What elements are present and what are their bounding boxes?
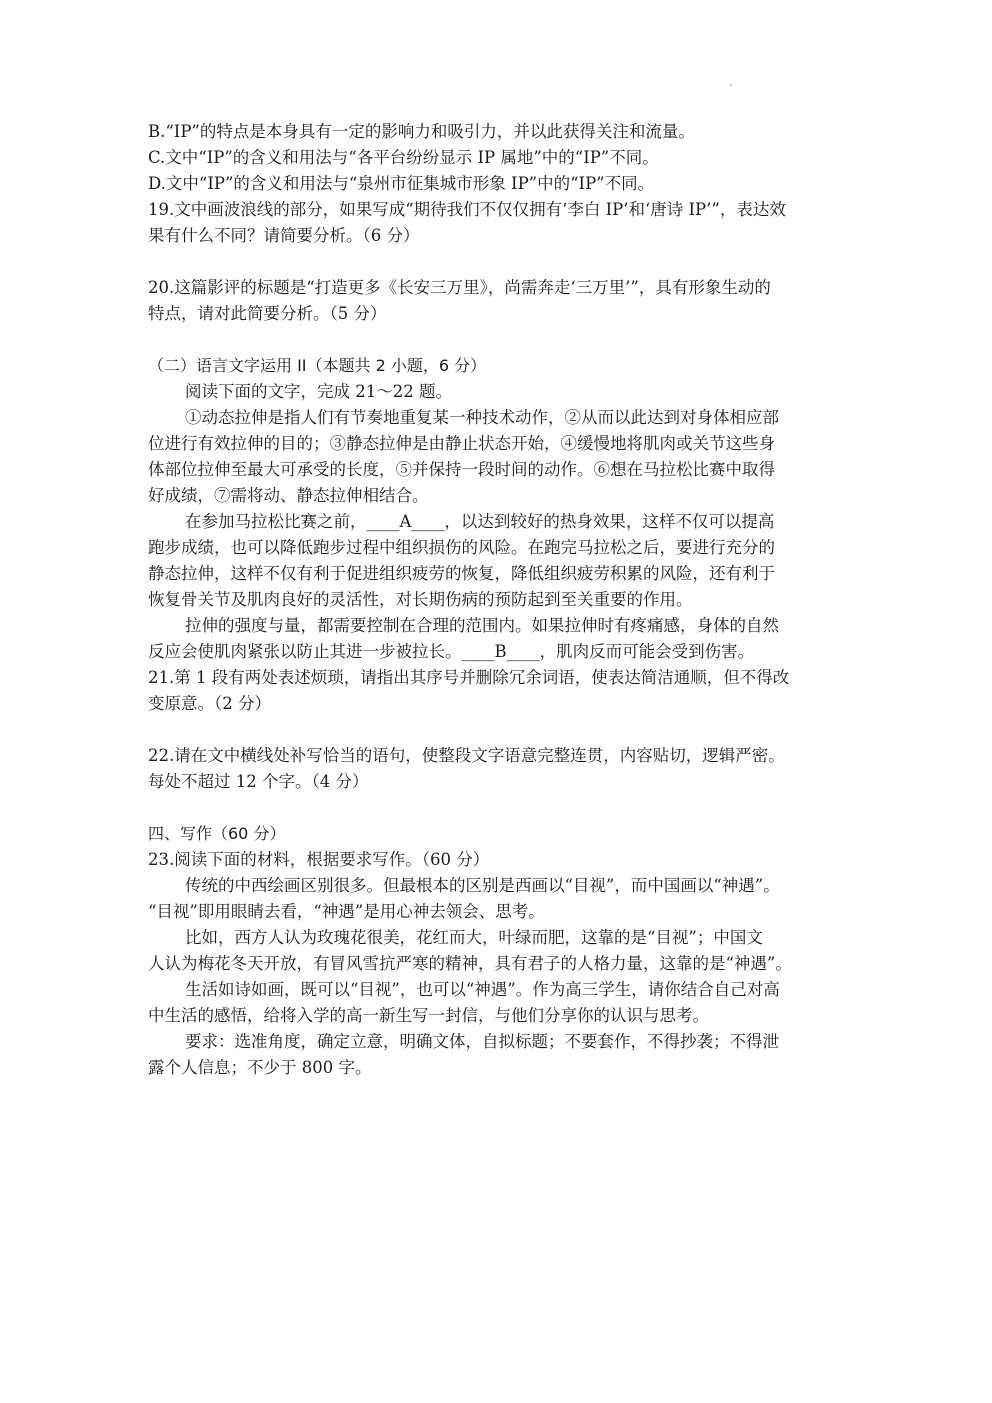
passage-p1-line-4: 好成绩，⑦需将动、静态拉伸相结合。 [148,486,429,505]
passage-p1-line-2: 位进行有效拉伸的目的；③静态拉伸是由静止状态开始，④缓慢地将肌肉或关节这些身 [148,434,775,453]
scan-dot [730,84,732,86]
question-23-prompt: 23.阅读下面的材料，根据要求写作。（60 分） [148,850,490,869]
passage-p2-line-2: 跑步成绩，也可以降低跑步过程中组织损伤的风险。在跑完马拉松之后，要进行充分的 [148,538,775,557]
reading-instruction: 阅读下面的文字，完成 21～22 题。 [185,382,452,401]
material-p2-line-1: 比如，西方人认为玫瑰花很美，花红而大，叶绿而肥，这靠的是“目视”；中国文 [185,928,763,947]
passage-p1-line-1: ①动态拉伸是指人们有节奏地重复某一种技术动作，②从而以此达到对身体相应部 [185,408,779,427]
option-b: B.“IP”的特点是本身具有一定的影响力和吸引力，并以此获得关注和流量。 [148,122,695,141]
question-19-line-1: 19.文中画波浪线的部分，如果写成“期待我们不仅仅拥有‘李白 IP’和‘唐诗 IP’”，表达效 [148,200,786,219]
question-21-line-2: 变原意。（2 分） [148,694,271,713]
material-p3-line-2: 中生活的感悟，给将入学的高一新生写一封信，与他们分享你的认识与思考。 [148,1006,709,1025]
material-p1-line-2: “目视”即用眼睛去看，“神遇”是用心神去领会、思考。 [148,902,545,921]
section-heading-writing: 四、写作（60 分） [148,824,286,843]
material-p1-line-1: 传统的中西绘画区别很多。但最根本的区别是西画以“目视”，而中国画以“神遇”。 [185,876,780,895]
question-22-line-1: 22.请在文中横线处补写恰当的语句，使整段文字语意完整连贯，内容贴切，逻辑严密。 [148,746,785,765]
question-20-line-1: 20.这篇影评的标题是“打造更多《长安三万里》，尚需奔走‘三万里’”，具有形象生动的 [148,278,771,297]
passage-p1-line-3: 体部位拉伸至最大可承受的长度，⑤并保持一段时间的动作。⑥想在马拉松比赛中取得 [148,460,775,479]
passage-p3-line-1: 拉伸的强度与量，都需要控制在合理的范围内。如果拉伸时有疼痛感，身体的自然 [185,616,779,635]
passage-p3-line-2: 反应会使肌肉紧张以防止其进一步被拉长。____B____，肌肉反而可能会受到伤害。 [148,642,755,661]
passage-p2-line-4: 恢复骨关节及肌肉良好的灵活性，对长期伤病的预防起到至关重要的作用。 [148,590,693,609]
passage-p2-line-1: 在参加马拉松比赛之前，____A____，以达到较好的热身效果，这样不仅可以提高 [185,512,775,531]
question-22-line-2: 每处不超过 12 个字。（4 分） [148,772,369,791]
option-d: D.文中“IP”的含义和用法与“泉州市征集城市形象 IP”中的“IP”不同。 [148,174,655,193]
question-21-line-1: 21.第 1 段有两处表述烦琐，请指出其序号并删除冗余词语，使表达简洁通顺，但不得改 [148,668,790,687]
section-heading-language-use: （二）语言文字运用 II（本题共 2 小题，6 分） [148,356,487,375]
requirements-line-2: 露个人信息；不少于 800 字。 [148,1058,372,1077]
question-19-line-2: 果有什么不同？请简要分析。（6 分） [148,226,420,245]
passage-p2-line-3: 静态拉伸，这样不仅有利于促进组织疲劳的恢复，降低组织疲劳积累的风险，还有利于 [148,564,775,583]
material-p2-line-2: 人认为梅花冬天开放，有冒风雪抗严寒的精神，具有君子的人格力量，这靠的是“神遇”。 [148,954,792,973]
question-20-line-2: 特点，请对此简要分析。（5 分） [148,304,387,323]
requirements-line-1: 要求：选准角度，确定立意，明确文体，自拟标题；不要套作，不得抄袭；不得泄 [185,1032,779,1051]
option-c: C.文中“IP”的含义和用法与“各平台纷纷显示 IP 属地”中的“IP”不同。 [148,148,659,167]
material-p3-line-1: 生活如诗如画，既可以“目视”，也可以“神遇”。作为高三学生，请你结合自己对高 [185,980,780,999]
